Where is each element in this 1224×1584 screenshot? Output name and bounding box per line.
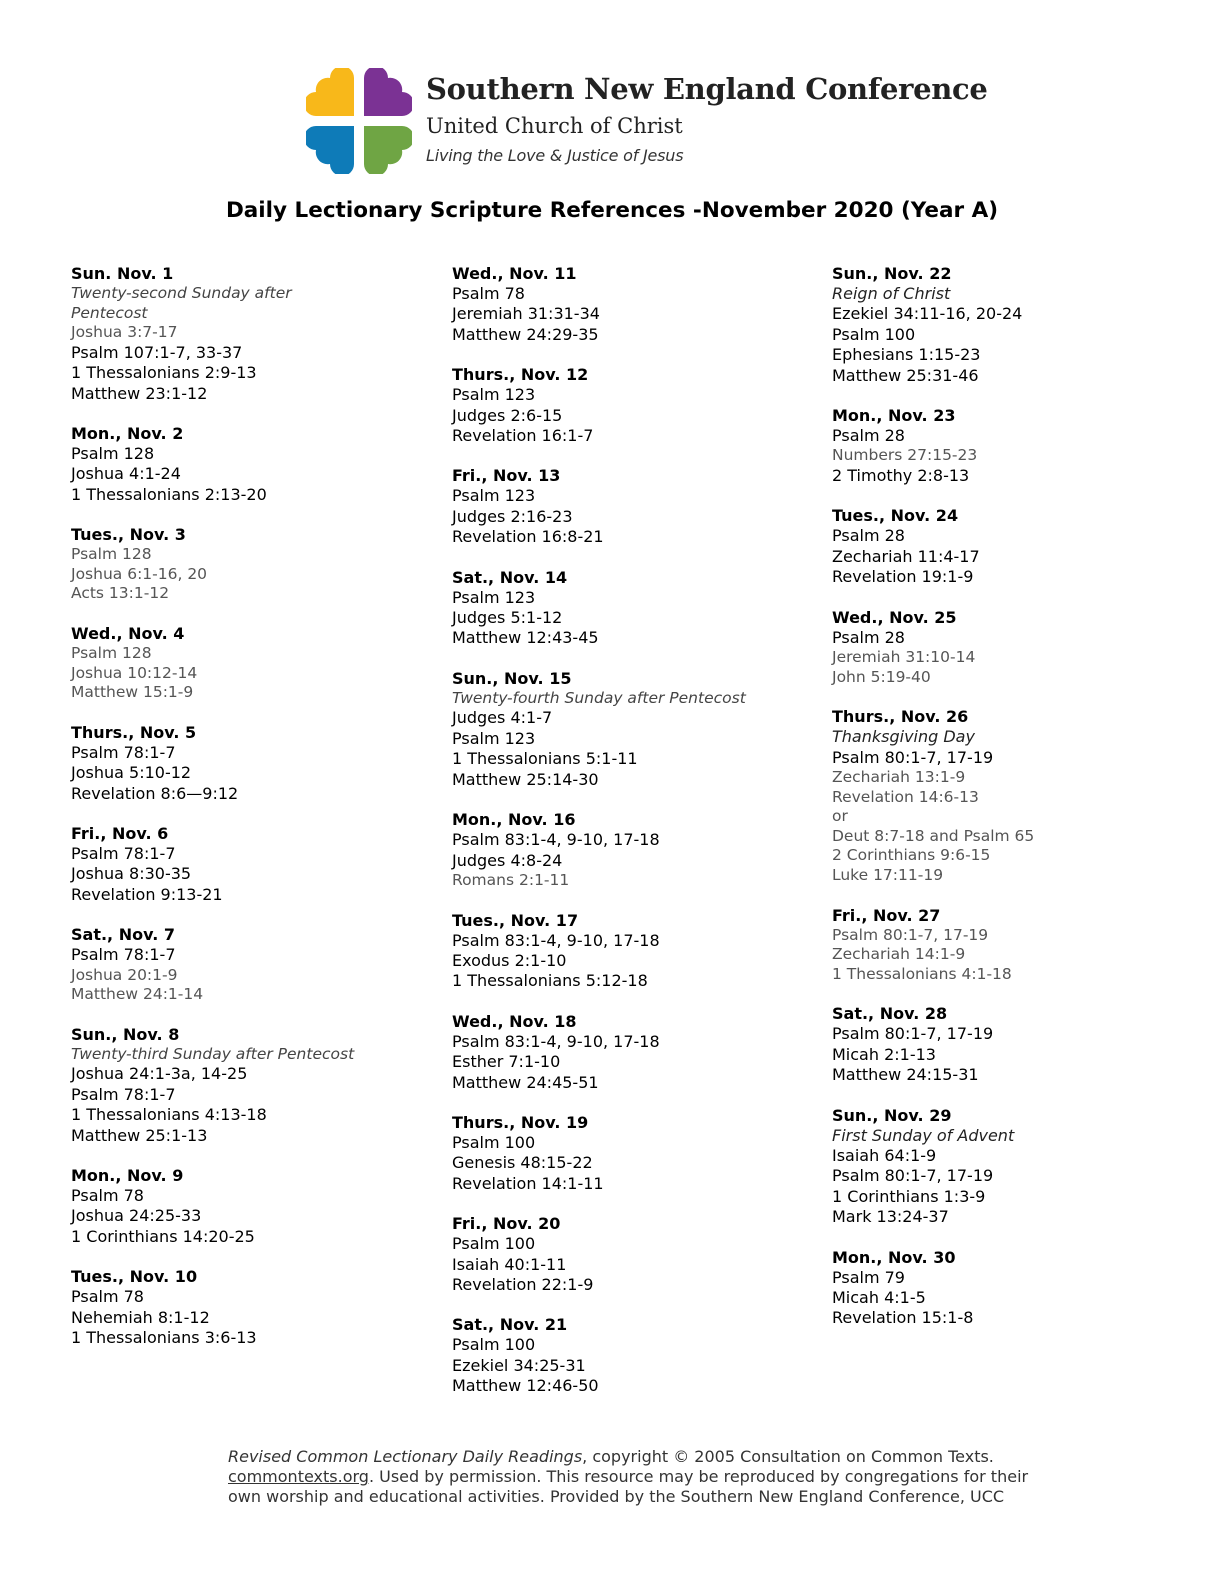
scripture-reference: Revelation 14:6-13 xyxy=(832,787,979,806)
scripture-reference: Psalm 128 xyxy=(71,444,155,463)
footer-source-title: Revised Common Lectionary Daily Readings xyxy=(228,1447,583,1466)
liturgical-occasion: Twenty-third Sunday after Pentecost xyxy=(71,1044,355,1063)
day-entry xyxy=(452,810,812,890)
scripture-reference: Psalm 78:1-7 xyxy=(71,945,176,965)
scripture-reference: Matthew 24:15-31 xyxy=(832,1065,979,1085)
scripture-reference: Joshua 4:1-24 xyxy=(71,464,181,484)
scripture-reference: Numbers 27:15-23 xyxy=(832,446,978,465)
day-heading: Mon., Nov. 16 xyxy=(452,810,576,830)
scripture-reference: Matthew 25:1-13 xyxy=(71,1125,208,1145)
day-entry xyxy=(832,608,1192,688)
day-entry xyxy=(832,506,1192,587)
scripture-reference: Psalm 128 xyxy=(71,644,152,662)
day-entry xyxy=(452,1315,812,1396)
scripture-reference: Ezekiel 34:11-16, 20-24 xyxy=(832,304,1023,324)
scripture-reference: Psalm 78 xyxy=(452,284,525,303)
scripture-reference: Joshua 5:10-12 xyxy=(71,763,192,783)
scripture-reference: Micah 4:1-5 xyxy=(832,1288,926,1308)
day-entry xyxy=(71,525,431,604)
day-heading: Fri., Nov. 13 xyxy=(452,466,561,486)
day-heading: Thurs., Nov. 19 xyxy=(452,1112,589,1132)
org-text xyxy=(426,72,988,165)
scripture-reference: Mark 13:24-37 xyxy=(832,1207,949,1227)
scripture-reference: Revelation 15:1-8 xyxy=(832,1308,974,1328)
day-entry xyxy=(71,925,431,1005)
day-entry xyxy=(71,824,431,905)
day-heading: Wed., Nov. 25 xyxy=(832,607,957,627)
scripture-reference: Psalm 80:1-7, 17-19 xyxy=(832,747,994,767)
day-entry xyxy=(452,466,812,547)
day-entry xyxy=(832,264,1192,386)
day-entry xyxy=(452,264,812,345)
scripture-reference: Psalm 123 xyxy=(452,385,536,405)
day-heading: Sun., Nov. 22 xyxy=(832,264,952,283)
header xyxy=(306,68,988,178)
scripture-reference: Judges 4:8-24 xyxy=(452,850,563,870)
day-heading: Tues., Nov. 24 xyxy=(832,506,959,526)
scripture-reference: or xyxy=(832,807,848,826)
scripture-reference: Matthew 15:1-9 xyxy=(71,683,194,702)
scripture-reference: Revelation 14:1-11 xyxy=(452,1173,604,1193)
footer-permission: . Used by permission. This resource may be reproduced by congregations for their xyxy=(368,1467,1029,1486)
scripture-reference: Deut 8:7-18 and Psalm 65 xyxy=(832,826,1035,845)
scripture-reference: 1 Thessalonians 4:13-18 xyxy=(71,1105,267,1125)
scripture-reference: Psalm 79 xyxy=(832,1267,905,1287)
day-heading: Sat., Nov. 21 xyxy=(452,1315,568,1335)
scripture-reference: Psalm 123 xyxy=(452,728,536,748)
footer-copyright: , copyright © 2005 Consultation on Common Texts. xyxy=(582,1447,994,1466)
day-heading: Wed., Nov. 18 xyxy=(452,1011,577,1031)
day-entry xyxy=(452,568,812,649)
day-entry xyxy=(832,1004,1192,1085)
scripture-reference: Psalm 100 xyxy=(452,1234,536,1254)
day-heading: Thurs., Nov. 5 xyxy=(71,722,197,742)
scripture-reference: Matthew 24:1-14 xyxy=(71,985,204,1004)
scripture-reference: Revelation 9:13-21 xyxy=(71,884,223,904)
page-title: Daily Lectionary Scripture References -November 2020 (Year A) xyxy=(225,198,999,223)
scripture-reference: Psalm 100 xyxy=(452,1132,536,1152)
scripture-reference: 2 Corinthians 9:6-15 xyxy=(832,846,991,865)
scripture-reference: Matthew 24:29-35 xyxy=(452,324,599,344)
scripture-reference: Psalm 78:1-7 xyxy=(71,742,176,762)
logo-heart-green xyxy=(364,126,412,174)
scripture-reference: Ezekiel 34:25-31 xyxy=(452,1355,586,1375)
scripture-reference: 2 Timothy 2:8-13 xyxy=(832,466,970,486)
scripture-reference: Joshua 24:1-3a, 14-25 xyxy=(71,1064,248,1084)
day-entry xyxy=(71,1166,431,1247)
day-heading: Sun., Nov. 8 xyxy=(71,1024,180,1044)
ucc-heart-cross-logo xyxy=(306,68,412,174)
commontexts-link[interactable]: commontexts.org xyxy=(228,1467,369,1486)
scripture-reference: Psalm 78:1-7 xyxy=(71,844,176,863)
day-heading: Sat., Nov. 14 xyxy=(452,567,568,587)
scripture-reference: Psalm 80:1-7, 17-19 xyxy=(832,925,989,944)
scripture-reference: 1 Corinthians 14:20-25 xyxy=(71,1226,255,1246)
scripture-reference: Jeremiah 31:10-14 xyxy=(832,648,976,667)
scripture-reference: Judges 2:6-15 xyxy=(452,405,563,425)
scripture-reference: Revelation 19:1-9 xyxy=(832,567,974,587)
scripture-reference: Joshua 24:25-33 xyxy=(71,1206,202,1226)
day-heading: Wed., Nov. 4 xyxy=(71,624,185,643)
scripture-reference: Ephesians 1:15-23 xyxy=(832,345,981,365)
org-tagline: Living the Love & Justice of Jesus xyxy=(426,146,684,165)
scripture-reference: Psalm 123 xyxy=(452,587,536,607)
day-heading: Sun. Nov. 1 xyxy=(71,264,174,283)
scripture-reference: Isaiah 40:1-11 xyxy=(452,1254,567,1274)
scripture-reference: Isaiah 64:1-9 xyxy=(832,1146,937,1166)
scripture-reference: Psalm 100 xyxy=(832,324,916,344)
scripture-reference: Luke 17:11-19 xyxy=(832,866,944,885)
scripture-reference: Matthew 12:43-45 xyxy=(452,628,599,648)
scripture-reference: 1 Corinthians 1:3-9 xyxy=(832,1186,986,1206)
day-heading: Sat., Nov. 28 xyxy=(832,1004,948,1024)
scripture-reference: Psalm 28 xyxy=(832,426,905,446)
scripture-reference: Psalm 83:1-4, 9-10, 17-18 xyxy=(452,830,660,850)
scripture-reference: Revelation 8:6—9:12 xyxy=(71,783,239,803)
scripture-reference: Psalm 100 xyxy=(452,1335,536,1355)
day-heading: Tues., Nov. 10 xyxy=(71,1267,198,1287)
day-entry xyxy=(71,1267,431,1348)
scripture-reference: Joshua 6:1-16, 20 xyxy=(71,564,208,583)
scripture-reference: Judges 5:1-12 xyxy=(452,608,563,628)
scripture-reference: Matthew 23:1-12 xyxy=(71,383,208,403)
day-heading: Fri., Nov. 20 xyxy=(452,1214,561,1234)
day-entry xyxy=(71,424,431,505)
liturgical-occasion: Reign of Christ xyxy=(832,284,951,303)
scripture-reference: Psalm 28 xyxy=(832,627,905,647)
scripture-reference: Psalm 78:1-7 xyxy=(71,1084,176,1104)
scripture-reference: Judges 4:1-7 xyxy=(452,708,553,728)
liturgical-occasion: Twenty-second Sunday after xyxy=(71,284,292,302)
scripture-reference: Exodus 2:1-10 xyxy=(452,950,567,970)
scripture-reference: John 5:19-40 xyxy=(832,667,931,686)
scripture-reference: Romans 2:1-11 xyxy=(452,870,570,889)
scripture-reference: Psalm 107:1-7, 33-37 xyxy=(71,342,243,362)
scripture-reference: Matthew 12:46-50 xyxy=(452,1376,599,1396)
logo-heart-blue xyxy=(306,126,354,174)
scripture-reference: 1 Thessalonians 2:9-13 xyxy=(71,363,257,383)
scripture-reference: Matthew 25:14-30 xyxy=(452,769,599,789)
column-3 xyxy=(832,264,1192,1349)
day-entry xyxy=(832,707,1192,885)
scripture-reference: Judges 2:16-23 xyxy=(452,506,573,526)
scripture-reference: Micah 2:1-13 xyxy=(832,1044,936,1064)
day-entry xyxy=(452,1012,812,1093)
scripture-reference: Matthew 24:45-51 xyxy=(452,1072,599,1092)
scripture-reference: 1 Thessalonians 5:1-11 xyxy=(452,749,638,769)
scripture-reference: 1 Thessalonians 5:12-18 xyxy=(452,971,648,991)
liturgical-occasion: Twenty-fourth Sunday after Pentecost xyxy=(452,688,746,707)
day-heading: Thurs., Nov. 26 xyxy=(832,707,969,727)
scripture-reference: Nehemiah 8:1-12 xyxy=(71,1307,210,1327)
scripture-reference: Genesis 48:15-22 xyxy=(452,1153,593,1173)
day-entry xyxy=(71,624,431,703)
day-entry xyxy=(71,1025,431,1146)
liturgical-occasion: First Sunday of Advent xyxy=(832,1125,1015,1145)
footer-line-2 xyxy=(228,1467,1028,1487)
day-entry xyxy=(832,906,1192,985)
liturgical-occasion: Thanksgiving Day xyxy=(832,727,975,747)
day-heading: Sat., Nov. 7 xyxy=(71,925,175,945)
day-heading: Fri., Nov. 6 xyxy=(71,824,169,843)
day-heading: Mon., Nov. 30 xyxy=(832,1247,956,1267)
day-entry xyxy=(452,911,812,992)
day-heading: Wed., Nov. 11 xyxy=(452,264,577,283)
day-heading: Tues., Nov. 3 xyxy=(71,525,186,545)
scripture-reference: Psalm 80:1-7, 17-19 xyxy=(832,1024,994,1044)
column-2 xyxy=(452,264,812,1417)
scripture-reference: Psalm 28 xyxy=(832,526,905,546)
scripture-reference: Psalm 80:1-7, 17-19 xyxy=(832,1166,994,1186)
day-heading: Mon., Nov. 9 xyxy=(71,1166,184,1186)
scripture-reference: Matthew 25:31-46 xyxy=(832,365,979,385)
liturgical-occasion: Pentecost xyxy=(71,303,148,322)
scripture-reference: 1 Thessalonians 4:1-18 xyxy=(832,964,1012,983)
logo-heart-purple xyxy=(364,68,412,116)
day-entry xyxy=(452,669,812,790)
scripture-reference: 1 Thessalonians 2:13-20 xyxy=(71,484,267,504)
day-entry xyxy=(832,406,1192,486)
day-heading: Sun., Nov. 15 xyxy=(452,668,572,688)
scripture-reference: Joshua 10:12-14 xyxy=(71,663,198,682)
day-entry xyxy=(452,1113,812,1194)
day-entry xyxy=(71,264,431,404)
scripture-reference: Psalm 78 xyxy=(71,1287,144,1307)
scripture-reference: Revelation 16:1-7 xyxy=(452,426,594,446)
scripture-reference: Psalm 83:1-4, 9-10, 17-18 xyxy=(452,1031,660,1051)
scripture-reference: Acts 13:1-12 xyxy=(71,584,170,603)
logo-heart-yellow xyxy=(306,68,354,116)
day-heading: Sun., Nov. 29 xyxy=(832,1105,952,1125)
scripture-reference: Joshua 3:7-17 xyxy=(71,323,178,342)
column-1 xyxy=(71,264,431,1368)
scripture-reference: Zechariah 11:4-17 xyxy=(832,546,980,566)
day-heading: Tues., Nov. 17 xyxy=(452,910,579,930)
scripture-reference: Zechariah 14:1-9 xyxy=(832,945,966,964)
day-heading: Fri., Nov. 27 xyxy=(832,905,941,925)
footer xyxy=(228,1447,1028,1507)
scripture-reference: 1 Thessalonians 3:6-13 xyxy=(71,1328,257,1348)
day-entry xyxy=(452,365,812,446)
scripture-reference: Joshua 8:30-35 xyxy=(71,864,192,884)
day-entry xyxy=(832,1106,1192,1228)
day-entry xyxy=(832,1248,1192,1329)
day-heading: Thurs., Nov. 12 xyxy=(452,365,589,385)
footer-line-1 xyxy=(228,1447,1028,1467)
day-heading: Mon., Nov. 2 xyxy=(71,424,184,443)
scripture-reference: Joshua 20:1-9 xyxy=(71,965,178,984)
day-entry xyxy=(71,723,431,804)
day-entry xyxy=(452,1214,812,1295)
scripture-reference: Psalm 128 xyxy=(71,545,152,564)
scripture-reference: Revelation 16:8-21 xyxy=(452,527,604,547)
scripture-reference: Revelation 22:1-9 xyxy=(452,1274,594,1294)
scripture-reference: Psalm 78 xyxy=(71,1186,144,1206)
org-name: Southern New England Conference xyxy=(426,72,988,106)
scripture-reference: Zechariah 13:1-9 xyxy=(832,768,966,787)
day-heading: Mon., Nov. 23 xyxy=(832,406,956,426)
footer-line-3: own worship and educational activities. Provided by the Southern New England Conference, UCC xyxy=(228,1487,1005,1506)
scripture-reference: Jeremiah 31:31-34 xyxy=(452,304,600,324)
scripture-reference: Esther 7:1-10 xyxy=(452,1052,561,1072)
scripture-reference: Psalm 83:1-4, 9-10, 17-18 xyxy=(452,930,660,950)
scripture-reference: Psalm 123 xyxy=(452,486,536,506)
org-subtitle: United Church of Christ xyxy=(426,114,683,138)
